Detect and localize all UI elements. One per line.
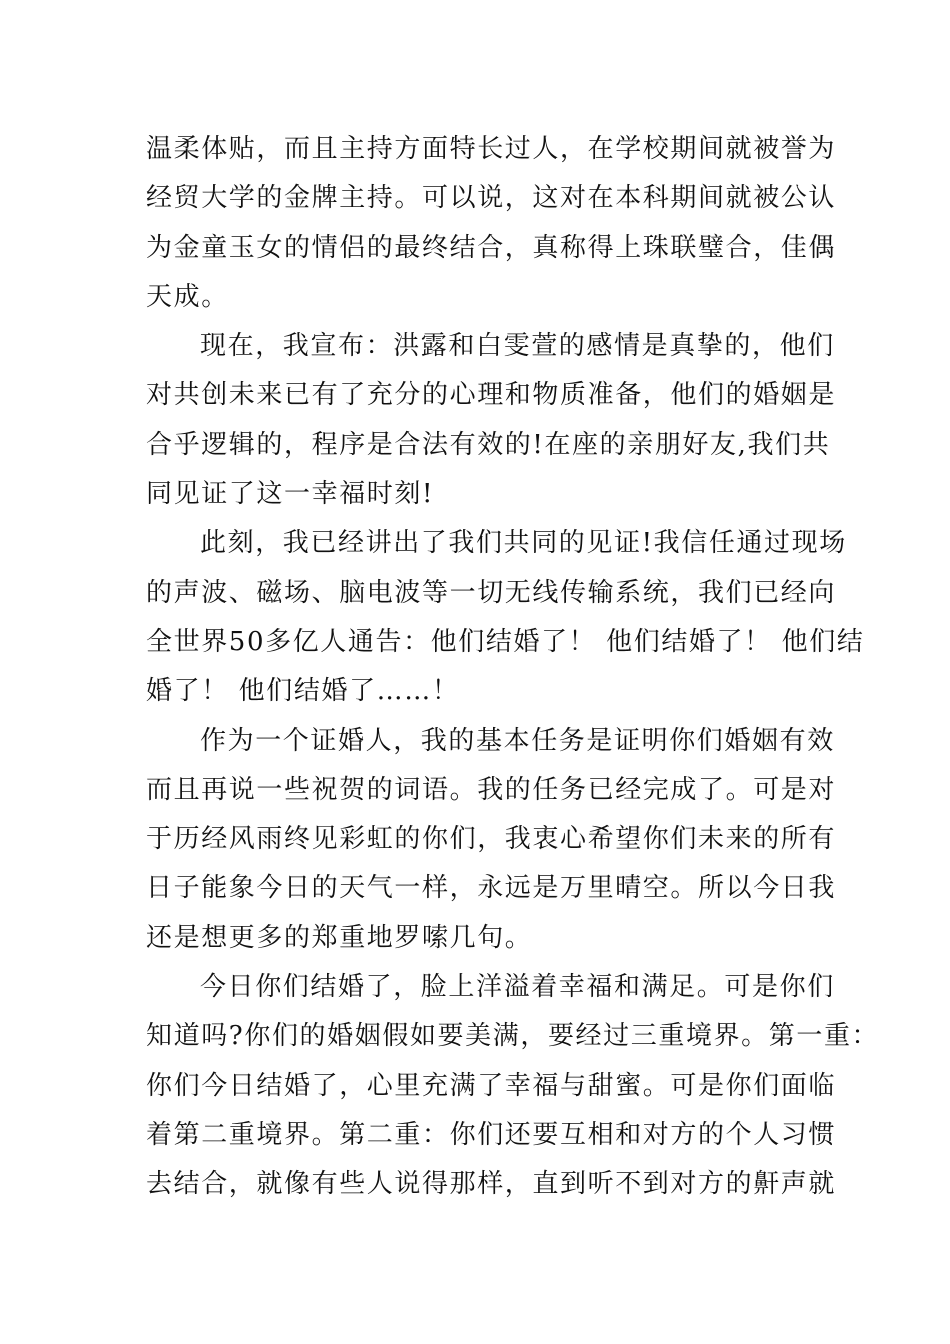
text-line: 知道吗?你们的婚姻假如要美满，要经过三重境界。第一重： <box>146 1021 880 1052</box>
text-line: 合乎逻辑的，程序是合法有效的!在座的亲朋好友,我们共 <box>146 429 831 460</box>
text-line: 去结合，就像有些人说得那样，直到听不到对方的鼾声就 <box>146 1169 837 1200</box>
text-line: 天成。 <box>146 281 229 312</box>
text-line: 还是想更多的郑重地罗嗦几句。 <box>146 922 533 953</box>
text-line: 为金童玉女的情侣的最终结合，真称得上珠联璧合，佳偶 <box>146 232 837 263</box>
text-line: 而且再说一些祝贺的词语。我的任务已经完成了。可是对 <box>146 774 837 805</box>
text-line: 同见证了这一幸福时刻! <box>146 479 435 510</box>
text-line: 你们今日结婚了，心里充满了幸福与甜蜜。可是你们面临 <box>146 1070 837 1101</box>
text-line: 全世界50多亿人通告：他们结婚了！ 他们结婚了！ 他们结 <box>146 626 865 657</box>
text-line: 经贸大学的金牌主持。可以说，这对在本科期间就被公认 <box>146 183 837 214</box>
text-line: 温柔体贴，而且主持方面特长过人，在学校期间就被誉为 <box>146 134 837 164</box>
body-text <box>146 125 880 1210</box>
text-line: 对共创未来已有了充分的心理和物质准备，他们的婚姻是 <box>146 380 837 411</box>
text-line: 于历经风雨终见彩虹的你们，我衷心希望你们未来的所有 <box>146 824 837 855</box>
paragraph-first-line: 今日你们结婚了，脸上洋溢着幸福和满足。可是你们 <box>200 972 835 1003</box>
text-line: 的声波、磁场、脑电波等一切无线传输系统，我们已经向 <box>146 577 837 608</box>
text-line: 婚了！ 他们结婚了……！ <box>146 676 460 707</box>
paragraph-first-line: 此刻，我已经讲出了我们共同的见证!我信任通过现场 <box>200 528 847 559</box>
text-line: 着第二重境界。第二重：你们还要互相和对方的个人习惯 <box>146 1119 837 1150</box>
paragraph-first-line: 现在，我宣布：洪露和白雯萱的感情是真挚的，他们 <box>200 331 835 362</box>
paragraph-first-line: 作为一个证婚人，我的基本任务是证明你们婚姻有效 <box>200 725 835 756</box>
text-line: 日子能象今日的天气一样，永远是万里晴空。所以今日我 <box>146 873 837 904</box>
